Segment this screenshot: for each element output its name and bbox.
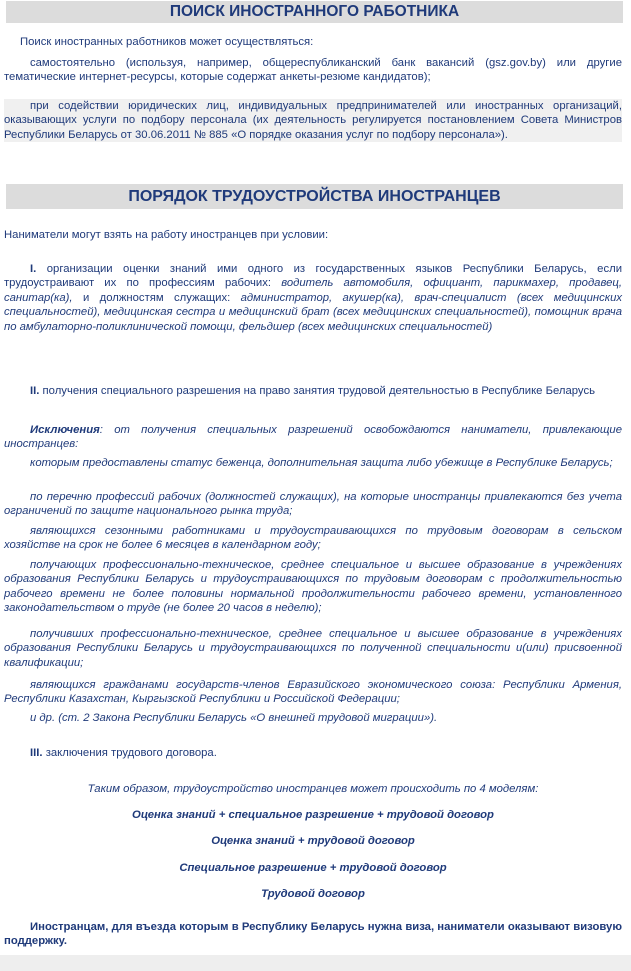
section2-title: ПОРЯДОК ТРУДОУСТРОЙСТВА ИНОСТРАНЦЕВ [6, 184, 623, 209]
condition-2-text: получения специального разрешения на право занятия трудовой деятельностью в Республике Беларусь [39, 385, 595, 397]
exceptions-label: Исключения [30, 424, 100, 436]
condition-3-number: III. [30, 747, 43, 759]
condition-1-text: организации оценки знаний ими одного из государственных языков Республики Беларусь, если трудоустраивают их по профессиям рабочих: [4, 263, 622, 290]
exception-item-5: получивших профессионально-техническое, среднее специальное и высшее образование в учреждениях образования Республики Беларусь и трудоустраивающихся по полученной специальности и(или) присвоенной квалификации; [4, 628, 622, 669]
model-4: Трудовой договор [261, 888, 365, 900]
visa-support-note: Иностранцам, для въезда которым в Республику Беларусь нужна виза, наниматели оказывают визовую поддержку. [4, 921, 622, 948]
exception-item-4: получающих профессионально-техническое, среднее специальное и высшее образование в учреждениях образования Республики Беларусь и трудоустраивающихся по трудовым договорам с продолжительностью рабочего времени не более половины нормальной продолжительности рабочего времени, установленного законодательством о труде (не более 20 часов в неделю); [4, 559, 622, 615]
exceptions-header [4, 423, 622, 452]
model-3: Специальное разрешение + трудовой договор [179, 862, 447, 874]
exception-item-6: являющихся гражданами государств-членов Евразийского экономического союза: Республики Армения, Республики Казахстан, Кыргызской Республики и Российской Федерации; [4, 679, 622, 706]
model-2: Оценка знаний + трудовой договор [211, 835, 415, 847]
condition-3 [4, 746, 622, 760]
condition-1-positions: администратор, акушер(ка), врач-специалист (всех медицинских специальностей), медицинская сестра и медицинский брат (всех медицинских специальностей), помощник врача по амбулаторно-поликлинической помощи, фельдшер (всех медицинских специальностей) [4, 291, 623, 333]
condition-1-mid: и должностям служащих: [82, 291, 241, 304]
exception-item-1: которым предоставлены статус беженца, дополнительная защита либо убежище в Республике Беларусь; [30, 457, 613, 469]
condition-2 [4, 384, 622, 398]
search-intro: Поиск иностранных работников может осуществляться: [20, 36, 314, 48]
section1-title: ПОИСК ИНОСТРАННОГО РАБОТНИКА [6, 1, 623, 23]
condition-1 [4, 262, 622, 334]
exceptions-text: : от получения специальных разрешений освобождаются наниматели, привлекающие иностранцев: [4, 424, 622, 451]
condition-3-text: заключения трудового договора. [42, 747, 217, 759]
model-1: Оценка знаний + специальное разрешение + трудовой договор [132, 809, 494, 821]
employment-intro: Наниматели могут взять на работу иностранцев при условии: [4, 229, 329, 241]
exception-item-7: и др. (ст. 2 Закона Республики Беларусь «О внешней трудовой миграции»). [30, 712, 438, 724]
search-item-2: при содействии юридических лиц, индивидуальных предпринимателей или иностранных организаций, оказывающих услуги по подбору персонала (их деятельность регулируется постановлением Совета Министров Республики Беларусь от 30.06.2011 № 885 «О порядке оказания услуг по подбору персонала»). [4, 100, 622, 141]
exception-item-3: являющихся сезонными работниками и трудоустраивающихся по трудовым договорам в сельском хозяйстве на срок не более 6 месяцев в календарном году; [4, 525, 622, 552]
bottom-strip [0, 955, 631, 971]
models-intro: Таким образом, трудоустройство иностранцев может происходить по 4 моделям: [87, 783, 539, 795]
exception-item-2: по перечню профессий рабочих (должностей служащих), на которые иностранцы привлекаются без учета ограничений по защите национального рынка труда; [4, 491, 622, 518]
condition-1-number: I. [30, 263, 37, 275]
search-item-1: самостоятельно (используя, например, общереспубликанский банк вакансий (gsz.gov.by) или другие тематические интернет-ресурсы, которые содержат анкеты-резюме кандидатов); [4, 57, 622, 84]
condition-2-number: II. [30, 385, 40, 397]
condition-1-professions: водитель автомобиля, официант, парикмахер, продавец, санитар(ка), [4, 277, 622, 304]
